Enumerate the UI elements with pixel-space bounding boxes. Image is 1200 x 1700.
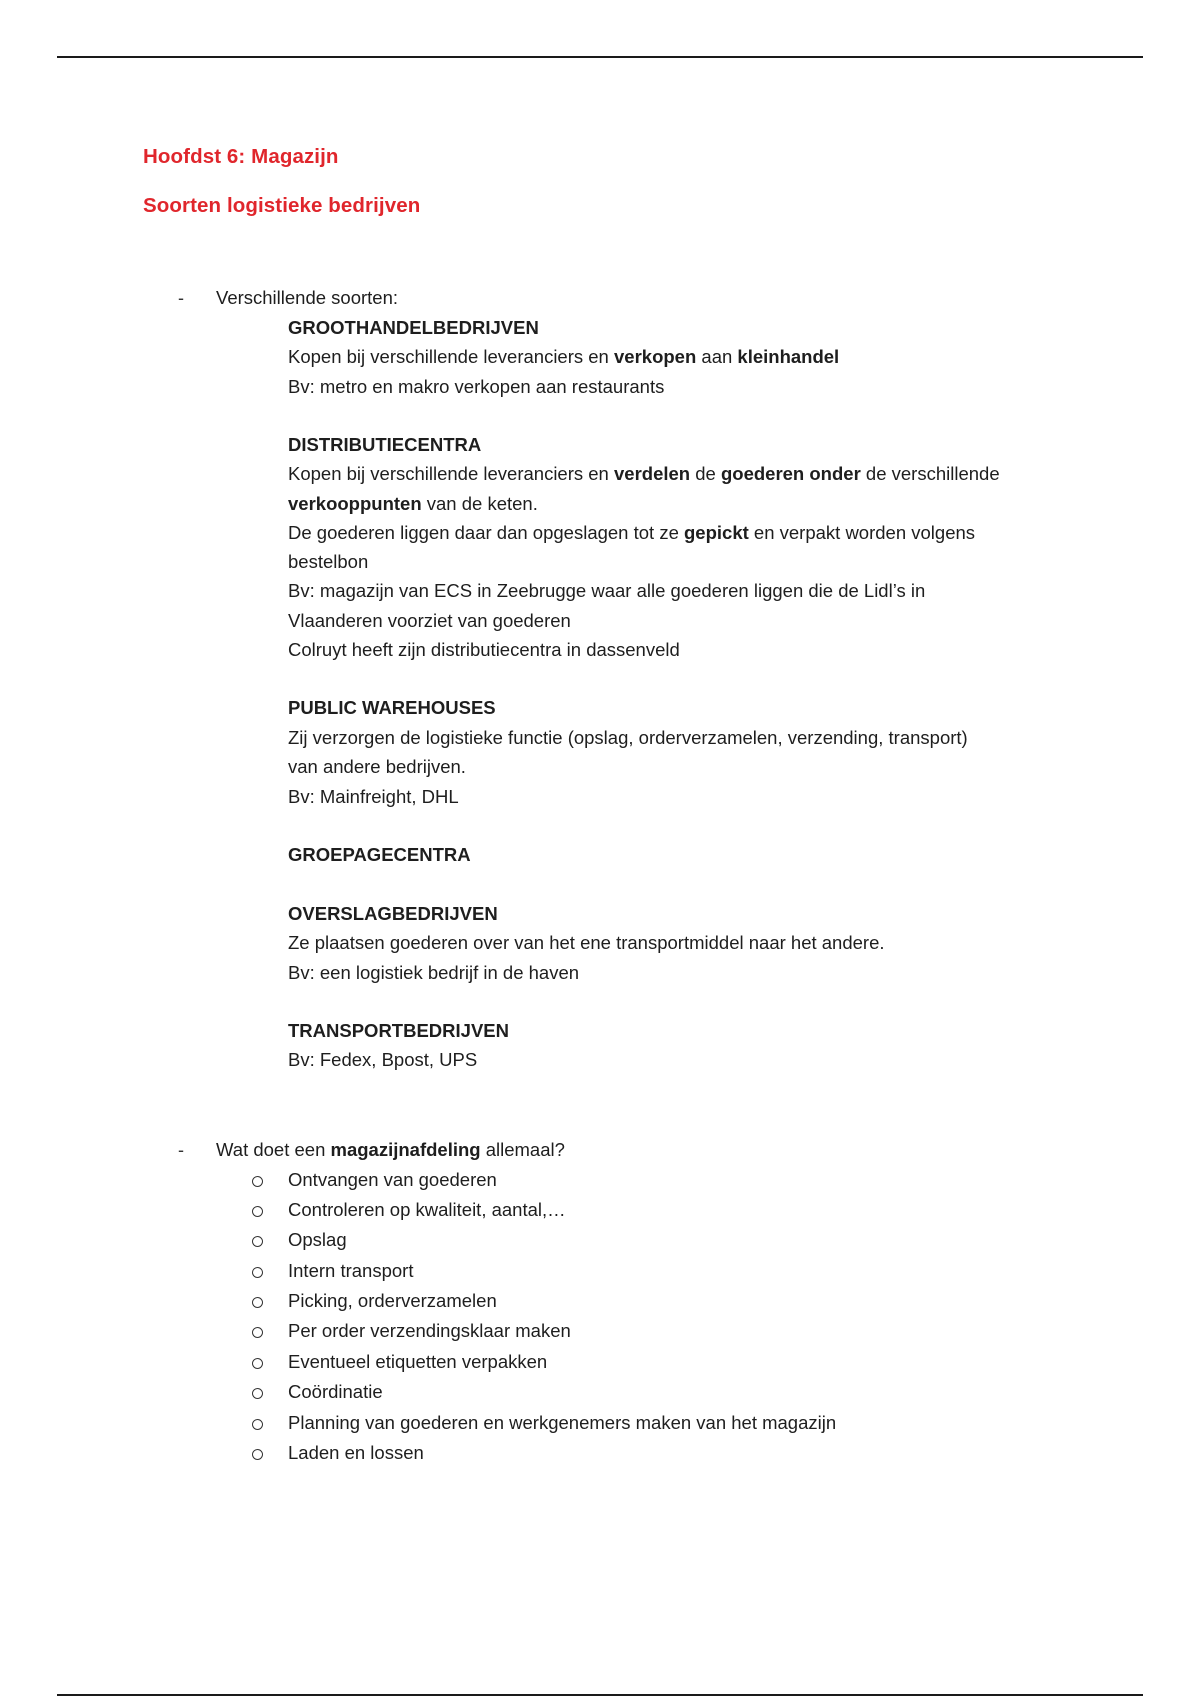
bullet-text-magazijnafdeling: Wat doet een magazijnafdeling allemaal? [216,1139,565,1160]
circle-bullet-icon [252,1236,263,1247]
bullet-text-soorten: Verschillende soorten: [216,287,399,308]
public-line-1: Zij verzorgen de logistieke functie (opslag, orderverzamelen, verzending, transport) [288,727,968,748]
task-item: Controleren op kwaliteit, aantal,… [288,1199,566,1220]
task-item: Eventueel etiquetten verpakken [288,1351,548,1372]
circle-bullet-icon [252,1358,263,1369]
category-title-groepage: GROEPAGECENTRA [288,844,471,865]
distributie-line-5: Bv: magazijn van ECS in Zeebrugge waar alle goederen liggen die de Lidl’s in [288,580,926,601]
circle-bullet-icon [252,1388,263,1399]
header-rule [57,56,1143,58]
category-title-transport: TRANSPORTBEDRIJVEN [288,1020,509,1041]
circle-bullet-icon [252,1206,263,1217]
category-title-overslag: OVERSLAGBEDRIJVEN [288,903,498,924]
chapter-heading: Hoofdst 6: Magazijn [143,145,339,168]
overslag-line-1: Ze plaatsen goederen over van het ene transportmiddel naar het andere. [288,932,885,953]
task-item: Intern transport [288,1260,414,1281]
circle-bullet-icon [252,1449,263,1460]
groothandel-line-1: Kopen bij verschillende leveranciers en verkopen aan kleinhandel [288,346,840,367]
section-heading: Soorten logistieke bedrijven [143,194,421,217]
task-item: Laden en lossen [288,1442,424,1463]
public-line-2: van andere bedrijven. [288,756,466,777]
overslag-line-2: Bv: een logistiek bedrijf in de haven [288,962,580,983]
task-item: Opslag [288,1229,347,1250]
groothandel-line-2: Bv: metro en makro verkopen aan restaurants [288,376,665,397]
footer-rule [57,1694,1143,1696]
transport-line-1: Bv: Fedex, Bpost, UPS [288,1049,478,1070]
distributie-line-2: verkooppunten van de keten. [288,493,538,514]
task-item: Per order verzendingsklaar maken [288,1320,571,1341]
circle-bullet-icon [252,1267,263,1278]
distributie-line-1: Kopen bij verschillende leveranciers en verdelen de goederen onder de verschillende [288,463,1000,484]
task-item: Ontvangen van goederen [288,1169,497,1190]
category-title-groothandel: GROOTHANDELBEDRIJVEN [288,317,539,338]
task-item: Coördinatie [288,1381,383,1402]
distributie-line-6: Vlaanderen voorziet van goederen [288,610,571,631]
circle-bullet-icon [252,1297,263,1308]
circle-bullet-icon [252,1327,263,1338]
category-title-public: PUBLIC WAREHOUSES [288,697,496,718]
dash-bullet-marker: - [178,1140,184,1160]
dash-bullet-marker: - [178,288,184,308]
circle-bullet-icon [252,1176,263,1187]
distributie-line-4: bestelbon [288,551,369,572]
task-item: Picking, orderverzamelen [288,1290,497,1311]
distributie-line-3: De goederen liggen daar dan opgeslagen tot ze gepickt en verpakt worden volgens [288,522,976,543]
public-line-3: Bv: Mainfreight, DHL [288,786,459,807]
category-title-distributie: DISTRIBUTIECENTRA [288,434,482,455]
task-item: Planning van goederen en werkgenemers maken van het magazijn [288,1412,837,1433]
circle-bullet-icon [252,1419,263,1430]
distributie-line-7: Colruyt heeft zijn distributiecentra in dassenveld [288,639,680,660]
